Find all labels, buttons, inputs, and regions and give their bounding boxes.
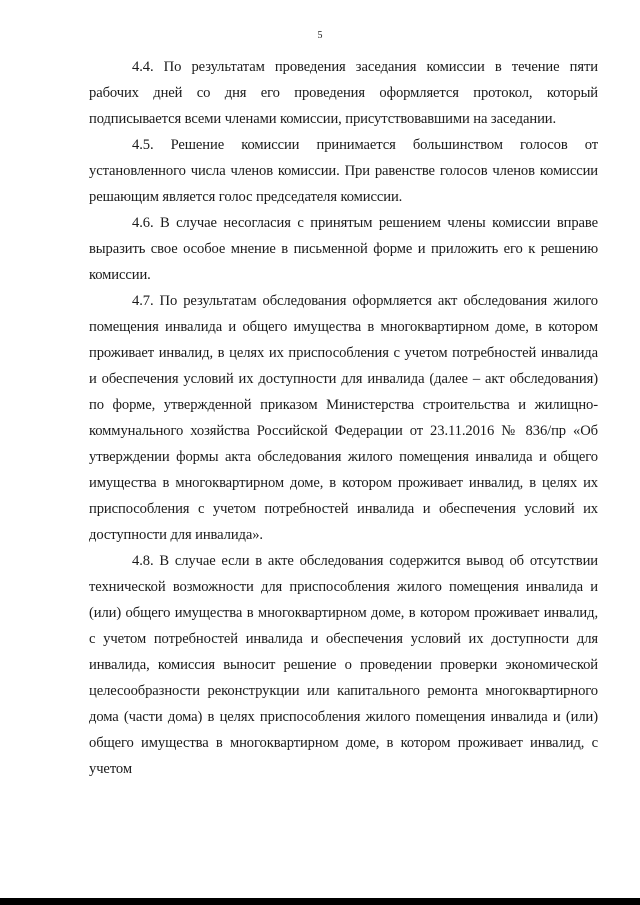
page-number: 5 — [317, 30, 323, 41]
paragraph-4-4: 4.4. По результатам проведения заседания комиссии в течение пяти рабочих дней со дня его проведения оформляется протокол, который подписывается всеми членами комиссии, присутствовавшими на заседании. — [89, 59, 598, 127]
scan-bottom-border — [0, 898, 640, 905]
paragraph-4-8: 4.8. В случае если в акте обследования содержится вывод об отсутствии технической возможности для приспособления жилого помещения инвалида и (или) общего имущества в многоквартирном доме, в котором проживает инвалид, с учетом потребностей инвалида и обеспечения условий их доступности для инвалида, комиссия выносит решение о проведении проверки экономической целесообразности реконструкции или капитального ремонта многоквартирного дома (части дома) в целях приспособления жилого помещения инвалида и (или) общего имущества в многоквартирном доме, в котором проживает инвалид, с учетом — [89, 553, 598, 777]
document-body — [89, 54, 598, 782]
paragraph-4-6: 4.6. В случае несогласия с принятым решением члены комиссии вправе выразить свое особое мнение в письменной форме и приложить его к решению комиссии. — [89, 215, 598, 283]
paragraph-4-7: 4.7. По результатам обследования оформляется акт обследования жилого помещения инвалида и общего имущества в многоквартирном доме, в котором проживает инвалид, в целях их приспособления с учетом потребностей инвалида и обеспечения условий их доступности для инвалида (далее – акт обследования) по форме, утвержденной приказом Министерства строительства и жилищно-коммунального хозяйства Российской Федерации от 23.11.2016 № 836/пр «Об утверждении формы акта обследования жилого помещения инвалида и общего имущества в многоквартирном доме, в котором проживает инвалид, в целях их приспособления с учетом потребностей инвалида и обеспечения условий их доступности для инвалида». — [89, 293, 598, 543]
paragraph-4-5: 4.5. Решение комиссии принимается большинством голосов от установленного числа членов комиссии. При равенстве голосов членов комиссии решающим является голос председателя комиссии. — [89, 137, 598, 205]
